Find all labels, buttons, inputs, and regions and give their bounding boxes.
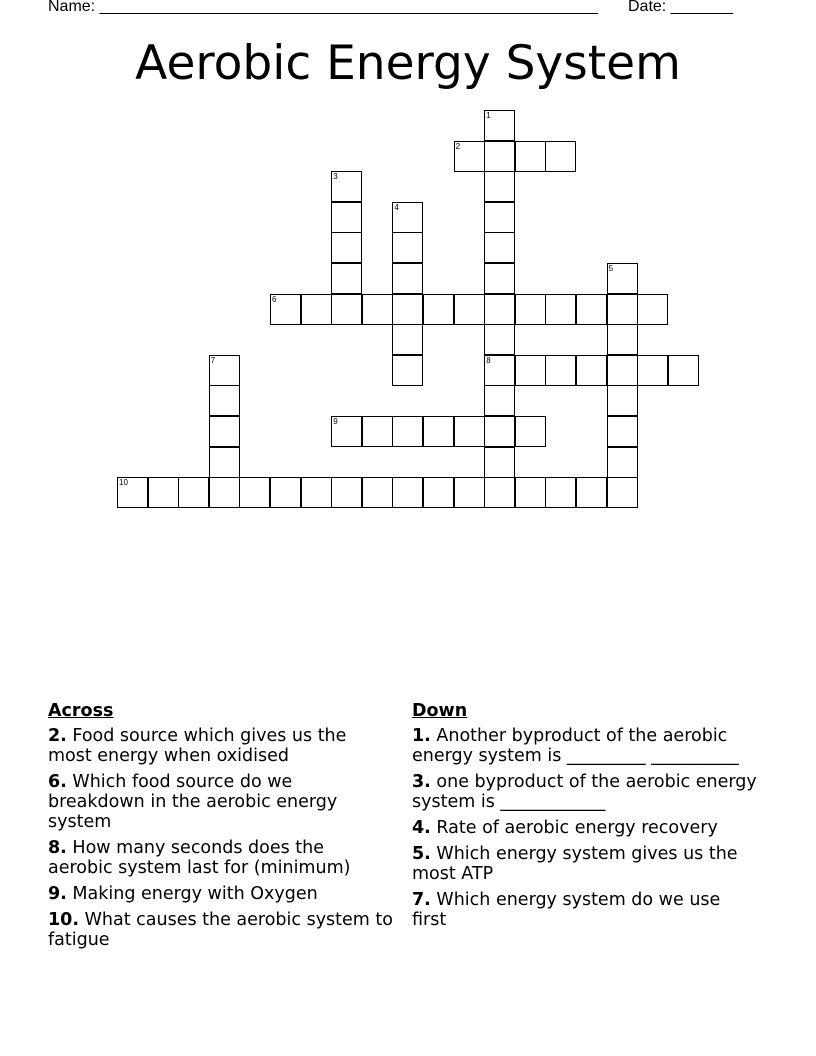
crossword-cell[interactable] — [331, 263, 362, 294]
crossword-cell[interactable] — [392, 416, 423, 447]
crossword-cell[interactable] — [209, 477, 240, 508]
crossword-cell[interactable] — [209, 385, 240, 416]
cell-number: 2 — [455, 141, 461, 151]
crossword-cell[interactable] — [454, 294, 485, 325]
crossword-cell[interactable] — [454, 477, 485, 508]
name-field[interactable]: Name: ________________________________________________________ — [48, 0, 598, 15]
crossword-cell[interactable] — [362, 294, 393, 325]
date-field[interactable]: Date: _______ — [628, 0, 733, 15]
cell-number: 3 — [333, 172, 338, 182]
crossword-cell[interactable] — [484, 232, 515, 263]
crossword-cell[interactable] — [515, 294, 546, 325]
crossword-cell[interactable] — [209, 447, 240, 478]
cell-number: 4 — [394, 202, 399, 212]
crossword-cell[interactable] — [454, 141, 485, 172]
clue-text: Rate of aerobic energy recovery — [436, 818, 718, 838]
crossword-cell[interactable] — [515, 141, 546, 172]
crossword-cell[interactable] — [576, 294, 607, 325]
crossword-cell[interactable] — [607, 294, 638, 325]
down-clue — [412, 772, 757, 812]
crossword-cell[interactable] — [607, 477, 638, 508]
crossword-cell[interactable] — [392, 324, 423, 355]
cell-number: 10 — [119, 478, 128, 488]
clue-text: What causes the aerobic system to fatigue — [48, 910, 393, 950]
crossword-cell[interactable] — [484, 355, 515, 386]
cell-number: 6 — [272, 294, 277, 304]
down-clue — [412, 844, 757, 884]
crossword-cell[interactable] — [270, 477, 301, 508]
clue-number: 6. — [48, 772, 67, 792]
crossword-cell[interactable] — [515, 477, 546, 508]
clue-number: 4. — [412, 818, 431, 838]
crossword-cell[interactable] — [545, 294, 576, 325]
crossword-cell[interactable] — [392, 355, 423, 386]
clue-number: 7. — [412, 890, 431, 910]
crossword-cell[interactable] — [209, 416, 240, 447]
crossword-cell[interactable] — [331, 232, 362, 263]
crossword-cell[interactable] — [607, 385, 638, 416]
clue-text: one byproduct of the aerobic energy system is ____________ — [412, 772, 757, 812]
cell-number: 5 — [608, 264, 614, 273]
crossword-cell[interactable] — [515, 355, 546, 386]
crossword-cell[interactable] — [301, 477, 332, 508]
clue-text: Which energy system gives us the most ATP — [412, 844, 738, 884]
crossword-cell[interactable] — [545, 141, 576, 172]
crossword-cell[interactable] — [392, 294, 423, 325]
crossword-cell[interactable] — [392, 202, 423, 233]
clue-text: Food source which gives us the most energy when oxidised — [48, 726, 347, 766]
crossword-cell[interactable] — [423, 294, 454, 325]
across-clue — [48, 726, 393, 766]
crossword-cell[interactable] — [239, 477, 270, 508]
crossword-cell[interactable] — [607, 324, 638, 355]
clue-number: 2. — [48, 726, 67, 746]
crossword-cell[interactable] — [484, 294, 515, 325]
crossword-cell[interactable] — [484, 263, 515, 294]
crossword-cell[interactable] — [270, 294, 301, 325]
down-clue — [412, 890, 757, 930]
crossword-cell[interactable] — [331, 416, 362, 447]
clue-text: Which food source do we breakdown in the aerobic energy system — [48, 772, 338, 832]
clue-number: 10. — [48, 910, 80, 930]
crossword-cell[interactable] — [484, 416, 515, 447]
across-clue — [48, 910, 393, 950]
down-clues — [412, 700, 757, 936]
across-heading: Across — [48, 701, 114, 721]
crossword-cell[interactable] — [515, 416, 546, 447]
down-heading: Down — [412, 701, 468, 721]
crossword-cell[interactable] — [545, 355, 576, 386]
crossword-cell[interactable] — [607, 355, 638, 386]
crossword-cell[interactable] — [331, 171, 362, 202]
across-clue — [48, 884, 393, 904]
crossword-cell[interactable] — [331, 477, 362, 508]
crossword-cell[interactable] — [454, 416, 485, 447]
crossword-cell[interactable] — [362, 477, 393, 508]
crossword-cell[interactable] — [607, 416, 638, 447]
crossword-cell[interactable] — [392, 232, 423, 263]
crossword-cell[interactable] — [178, 477, 209, 508]
crossword-cell[interactable] — [545, 477, 576, 508]
crossword-cell[interactable] — [209, 355, 240, 386]
crossword-cell[interactable] — [484, 171, 515, 202]
clue-text: Another byproduct of the aerobic energy system is _________ __________ — [412, 726, 739, 766]
clue-text: Making energy with Oxygen — [72, 884, 318, 904]
crossword-cell[interactable] — [484, 447, 515, 478]
clue-number: 5. — [412, 844, 431, 864]
cell-number: 7 — [210, 355, 216, 365]
crossword-cell[interactable] — [637, 294, 668, 325]
crossword-cell[interactable] — [668, 355, 699, 386]
down-clue — [412, 818, 757, 838]
clue-number: 9. — [48, 884, 67, 904]
crossword-cell[interactable] — [576, 477, 607, 508]
clue-number: 1. — [412, 726, 431, 746]
cell-number: 9 — [333, 417, 338, 426]
cell-number: 1 — [486, 111, 491, 120]
crossword-cell[interactable] — [423, 477, 454, 508]
crossword-grid — [0, 0, 816, 520]
across-clues — [48, 700, 393, 956]
crossword-cell[interactable] — [331, 202, 362, 233]
crossword-cell[interactable] — [148, 477, 179, 508]
crossword-cell[interactable] — [484, 110, 515, 141]
crossword-cell[interactable] — [484, 202, 515, 233]
clue-number: 8. — [48, 838, 67, 858]
crossword-cell[interactable] — [607, 447, 638, 478]
crossword-cell[interactable] — [484, 324, 515, 355]
clue-text: Which energy system do we use first — [412, 890, 721, 930]
crossword-cell[interactable] — [484, 141, 515, 172]
crossword-cell[interactable] — [637, 355, 668, 386]
clue-text: How many seconds does the aerobic system last for (minimum) — [48, 838, 351, 878]
crossword-cell[interactable] — [362, 416, 393, 447]
crossword-cell[interactable] — [607, 263, 638, 294]
crossword-cell[interactable] — [331, 294, 362, 325]
down-clue — [412, 726, 757, 766]
crossword-cell[interactable] — [576, 355, 607, 386]
across-clue — [48, 772, 393, 832]
cell-number: 8 — [486, 355, 491, 365]
crossword-cell[interactable] — [484, 477, 515, 508]
page-title: Aerobic Energy System — [135, 36, 681, 91]
crossword-cell[interactable] — [301, 294, 332, 325]
crossword-cell[interactable] — [392, 263, 423, 294]
crossword-cell[interactable] — [392, 477, 423, 508]
across-clue — [48, 838, 393, 878]
crossword-cell[interactable] — [117, 477, 148, 508]
crossword-cell[interactable] — [484, 385, 515, 416]
crossword-cell[interactable] — [423, 416, 454, 447]
clue-number: 3. — [412, 772, 431, 792]
